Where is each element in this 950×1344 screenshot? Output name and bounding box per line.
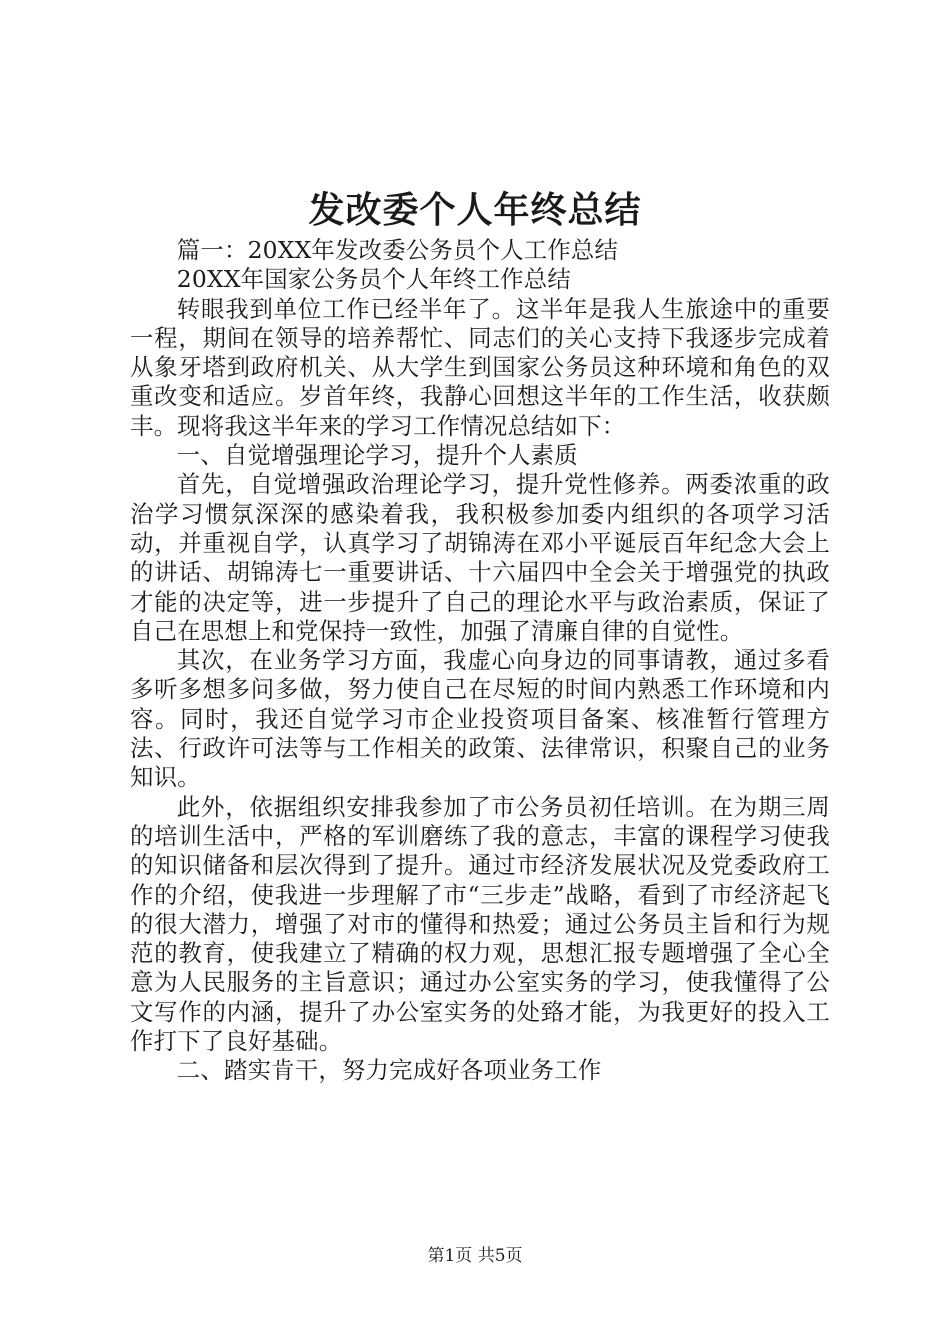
paragraph-first: 首先，自觉增强政治理论学习，提升党性修养。两委浓重的政治学习惯氛深深的感染着我，我积极参加委内组织的各项学习活动，并重视自学，认真学习了胡锦涛在邓小平诞辰百年纪念大会上的讲话、胡锦涛七一重要讲话、十六届四中全会关于增强党的执政才能的决定等，进一步提升了自己的理论水平与政治素质，保证了自己在思想上和党保持一致性，加强了清廉自律的自觉性。 <box>130 470 830 645</box>
section-heading-one: 一、自觉增强理论学习，提升个人素质 <box>176 441 578 470</box>
document-body <box>130 236 830 1086</box>
paragraph-intro: 转眼我到单位工作已经半年了。这半年是我人生旅途中的重要一程，期间在领导的培养帮忙、同志们的关心支持下我逐步完成着从象牙塔到政府机关、从大学生到国家公务员这种环境和角色的双重改变和适应。岁首年终，我静心回想这半年的工作生活，收获颇丰。现将我这半年来的学习工作情况总结如下： <box>130 294 830 440</box>
page-number-footer: 第1页 共5页 <box>427 1246 523 1266</box>
paragraph-second: 其次，在业务学习方面，我虚心向身边的同事请教，通过多看多听多想多问多做，努力使自己在尽短的时间内熟悉工作环境和内容。同时，我还自觉学习市企业投资项目备案、核准暂行管理方法、行政许可法等与工作相关的政策、法律常识，积聚自己的业务知识。 <box>130 646 830 792</box>
document-title: 发改委个人年终总结 <box>308 189 642 231</box>
section-heading-two: 二、踏实肯干，努力完成好各项业务工作 <box>176 1056 602 1085</box>
subtitle-line: 20XX年国家公务员个人年终工作总结 <box>176 265 571 294</box>
section-heading-article-one: 篇一：20XX年发改委公务员个人工作总结 <box>176 236 619 264</box>
paragraph-third: 此外，依据组织安排我参加了市公务员初任培训。在为期三周的培训生活中，严格的军训磨练了我的意志，丰富的课程学习使我的知识储备和层次得到了提升。通过市经济发展状况及党委政府工作的介绍，使我进一步理解了市“三步走”战略，看到了市经济起飞的很大潜力，增强了对市的懂得和热爱；通过公务员主旨和行为规范的教育，使我建立了精确的权力观，思想汇报专题增强了全心全意为人民服务的主旨意识；通过办公室实务的学习，使我懂得了公文写作的内涵，提升了办公室实务的处臵才能，为我更好的投入工作打下了良好基础。 <box>130 792 830 1056</box>
